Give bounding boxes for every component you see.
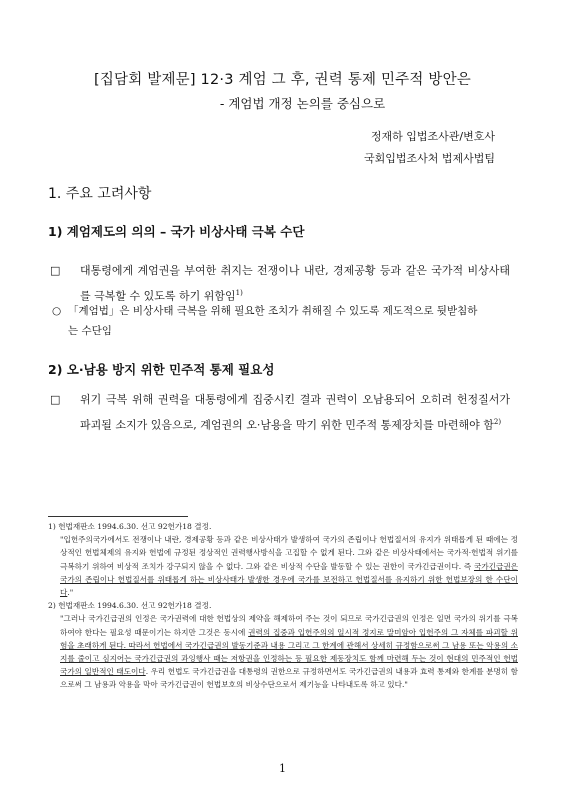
sub-bullet-item <box>52 301 507 341</box>
footnote-citation: 1) 헌법재판소 1994.6.30. 선고 92헌가18 결정. <box>48 522 212 531</box>
footnote-2 <box>48 599 518 691</box>
circle-bullet-icon: ○ <box>52 305 62 317</box>
page-number: 1 <box>279 762 286 775</box>
sub-bullet-text-continued: 는 수단임 <box>68 325 112 337</box>
subsection-heading-2: 2) 오·남용 방지 위한 민주적 통제 필요성 <box>48 362 275 377</box>
footnote-quote-end: . 우리 헌법도 국가긴급권을 대통령의 권한으로 규정하면서도 국가긴급권의 내용과 효력 통제와 한계를 분명히 함으로써 그 남용과 악용을 막아 국가긴급권이 헌법보호의 비상수단으로서 제기능을 나타내도록 하고 있다." <box>60 667 518 690</box>
bullet-text-body: 위기 극복 위해 권력을 대통령에게 집중시킨 결과 권력이 오남용되어 오히려 헌정질서가 파괴될 소지가 있음으로, 계엄권의 오·남용을 막기 위한 민주적 통제장치를 마련해야 함 <box>80 393 510 432</box>
footnote-citation: 2) 헌법재판소 1994.6.30. 선고 92헌가18 결정. <box>48 601 212 611</box>
author-name: 정재하 입법조사관/변호사 <box>370 130 495 143</box>
footnote-ref-1[interactable]: 1) <box>235 289 243 297</box>
bullet-text-body: 대통령에게 계엄권을 부여한 취지는 전쟁이나 내란, 경제공황 등과 같은 국가적 비상사태를 극복할 수 있도록 하기 위함임 <box>80 264 510 303</box>
bullet-text <box>50 389 510 437</box>
footnote-divider <box>48 516 188 517</box>
section-heading-1: 1. 주요 고려사항 <box>48 186 152 202</box>
bullet-item-2 <box>50 389 510 437</box>
footnote-1 <box>48 520 518 599</box>
square-bullet-icon: □ <box>50 264 61 277</box>
sub-bullet-text: 「계엄법」은 비상사태 극복을 위해 필요한 조치가 취해질 수 있도록 제도적으로 뒷받침하 <box>68 305 478 317</box>
document-subtitle: - 계엄법 개정 논의를 중심으로 <box>219 96 386 111</box>
square-bullet-icon: □ <box>50 393 61 406</box>
footnote-ref-2[interactable]: 2) <box>493 418 502 426</box>
footnote-quote-end: ." <box>67 588 74 598</box>
footnote-quote <box>48 612 518 691</box>
footnotes <box>48 520 518 692</box>
footnote-quote <box>48 533 518 599</box>
author-affiliation: 국회입법조사처 법제사법팀 <box>363 152 495 165</box>
subsection-heading-1: 1) 계엄제도의 의의 – 국가 비상사태 극복 수단 <box>48 224 305 239</box>
footnote-quote-text: "입헌주의국가에서도 전쟁이나 내란, 경제공황 등과 같은 비상사태가 발생하여 국가의 존립이나 헌법질서의 유지가 위태롭게 된 때에는 정상적인 헌법체제의 유지와 헌법에 규정된 정상적인 권력행사방식을 고집할 수 없게 된다. 그와 같은 비상사태에서는 국가적·헌법적 위기를 극복하기 위하여 비상적 조치가 강구되지 않을 수 없다. 그와 같은 비상적 수단을 발동할 수 있는 권한이 국가긴급권이다. 즉 <box>60 535 518 571</box>
document-title: [집담회 발제문] 12·3 계엄 그 후, 권력 통제 민주적 방안은 <box>93 72 472 88</box>
footnote-quote-text: "그러나 국가긴급권의 인정은 국가권력에 대한 헌법상의 제약을 해제하여 주는 것이 되므로 국가긴급권의 인정은 일면 국가의 위기를 극복하여야 한다는 필요성 때문이기는 하지만 그것은 동시에 <box>60 614 518 637</box>
footnote-quote-underlined: 권력의 집중과 입헌주의의 일시적 정지로 말미암아 입헌주의 그 자체를 파괴할 위험을 초래하게 된다. 따라서 헌법에서 국가긴급권의 발동기준과 내용 그리고 그 한계에 관해서 상세히 규정함으로써 그 남용 또는 악용의 소지를 줄이고 심지어는 국가긴급권의 과잉행사 때는 저항권을 인정하는 등 필요한 제동장치도 함께 마련해 두는 것이 현대의 민주적인 헌법국가의 일반적인 태도이다 <box>60 627 518 677</box>
footnote-quote-underlined: 국가긴급권은 국가의 존립이나 헌법질서를 위태롭게 하는 비상사태가 발생한 경우에 국가를 보전하고 헌법질서를 유지하기 위한 헌법보장의 한 수단이다 <box>60 561 518 598</box>
